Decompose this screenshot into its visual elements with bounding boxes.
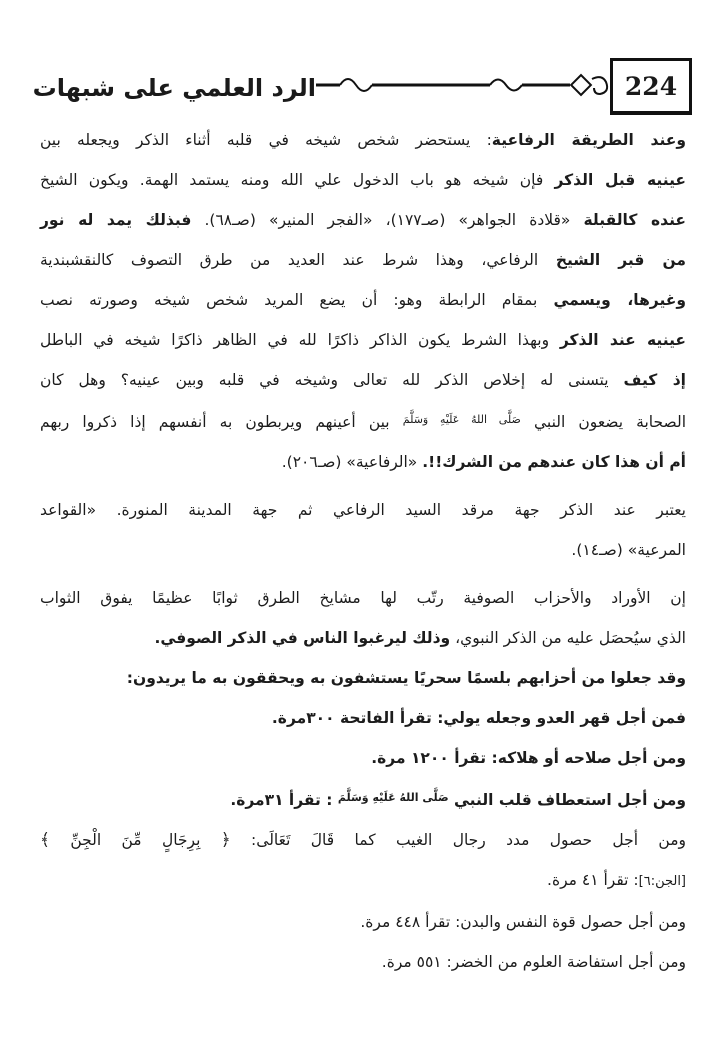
list-item-4 [40,820,686,860]
text-run: المرعية» (صـ١٤). [571,541,686,559]
bold-phrase: ومن أجل صلاحه أو هلاكه: تقرأ ١٢٠٠ مرة. [371,749,686,767]
bold-phrase: فبذلك يمد له نور [40,211,192,229]
list-item-5 [40,902,686,942]
paragraph-3 [40,578,686,618]
ayah-reference: [الجن:٦] [638,874,686,889]
list-item-1 [40,698,686,738]
text-run: وبهذا الشرط يكون الذاكر ذاكرًا لله في الظاهر ذاكرًا شيخه في الباطل [40,331,560,349]
ornate-bracket-close: ﴾ [40,830,50,850]
paragraph-2-end [40,530,686,570]
text-run: : يستحضر شخص شيخه في قلبه أثناء الذكر ويجعله بين [40,131,492,149]
list-item-4-end [40,860,686,902]
text-run: : تقرأ ٤١ مرة. [547,871,639,889]
text-run: ومن أجل حصول قوة النفس والبدن: تقرأ ٤٤٨ مرة. [360,913,686,931]
text-run: يتسنى له إخلاص الذكر لله تعالى وشيخه في قلبه وبين عينيه؟ وهل كان [40,371,624,389]
page-body [40,120,686,982]
list-item-2 [40,738,686,778]
bold-phrase: فمن أجل قهر العدو وجعله يولي: تقرأ الفاتحة ٣٠٠مرة. [271,709,686,727]
paragraph-2 [40,490,686,530]
bold-phrase: عينيه قبل الذكر [554,171,686,189]
list-item-6 [40,942,686,982]
text-run: يعتبر عند الذكر جهة مرقد السيد الرفاعي ثم جهة المدينة المنورة. «القواعد [40,501,686,519]
quran-ayah: بِرِجَالٍ مِّنَ الْجِنِّ [49,831,221,849]
text-run: ومن أجل استعطاف قلب النبي [448,791,686,809]
text-run: الذي سيُحصَل عليه من الذكر النبوي، [450,629,686,647]
text-run: ومن أجل حصول مدد رجال الغيب كما [334,831,686,849]
paragraph-1-end [40,442,686,482]
bold-phrase: وقد جعلوا من أحزابهم بلسمًا سحريًا يستشفون به ويحققون به ما يريدون: [126,669,686,687]
page-number: 224 [610,58,692,115]
text-run: فإن شيخه هو باب الدخول علي الله ومنه يستمد الهمة. ويكون الشيخ [40,171,555,189]
paragraph-3-end [40,618,686,658]
text-run: بمقام الرابطة وهو: أن يضع المريد شخص شيخه وصورته نصب [40,291,554,309]
text-run: الصحابة يضعون النبي [520,413,686,431]
text-run: الرفاعي، وهذا شرط عند العديد من طرق التصوف كالنقشبندية [40,251,556,269]
bold-phrase: وذلك ليرغبوا الناس في الذكر الصوفي. [154,629,451,647]
bold-phrase: إذ كيف [623,371,686,389]
bold-phrase: أم أن هذا كان عندهم من الشرك!!. [422,453,686,471]
text-run: «الرفاعية» (صـ٢٠٦). [281,453,423,471]
paragraph-4-intro [40,658,686,698]
text-run: ومن أجل استفاضة العلوم من الخضر: ٥٥١ مرة. [381,953,686,971]
text-run: «قلادة الجواهر» (صـ١٧٧)، «الفجر المنير» (صـ٦٨). [191,211,584,229]
text-run: : تقرأ ٣١مرة. [230,791,338,809]
running-header [30,58,692,114]
bold-phrase: وغيرها، ويسمي [553,291,687,309]
bold-phrase: عنده كالقبلة [583,211,687,229]
book-title: الرد العلمي على شبهات [30,72,316,104]
salawat-honorific: صَلَّى اللهُ عَلَيْهِ وَسَلَّمَ [337,791,449,804]
text-run: بين أعينهم ويربطون به أنفسهم إذا ذكروا ربهم [40,413,403,431]
bold-phrase: وعند الطريقة الرفاعية [491,131,686,149]
salawat-honorific: صَلَّى اللهُ عَلَيْهِ وَسَلَّمَ [402,413,521,426]
text-run: : [230,831,257,849]
bold-phrase: من قبر الشيخ [555,251,686,269]
bold-phrase: عينيه عند الذكر [559,331,687,349]
paragraph-1 [40,120,686,442]
list-item-3 [40,778,686,820]
text-run: إن الأوراد والأحزاب الصوفية رتّب لها مشايخ الطرق ثوابًا عظيمًا يفوق الثواب [40,589,686,607]
qala-taala: قَالَ تَعَالَى [256,831,335,849]
ornate-bracket-open: ﴿ [220,830,231,850]
